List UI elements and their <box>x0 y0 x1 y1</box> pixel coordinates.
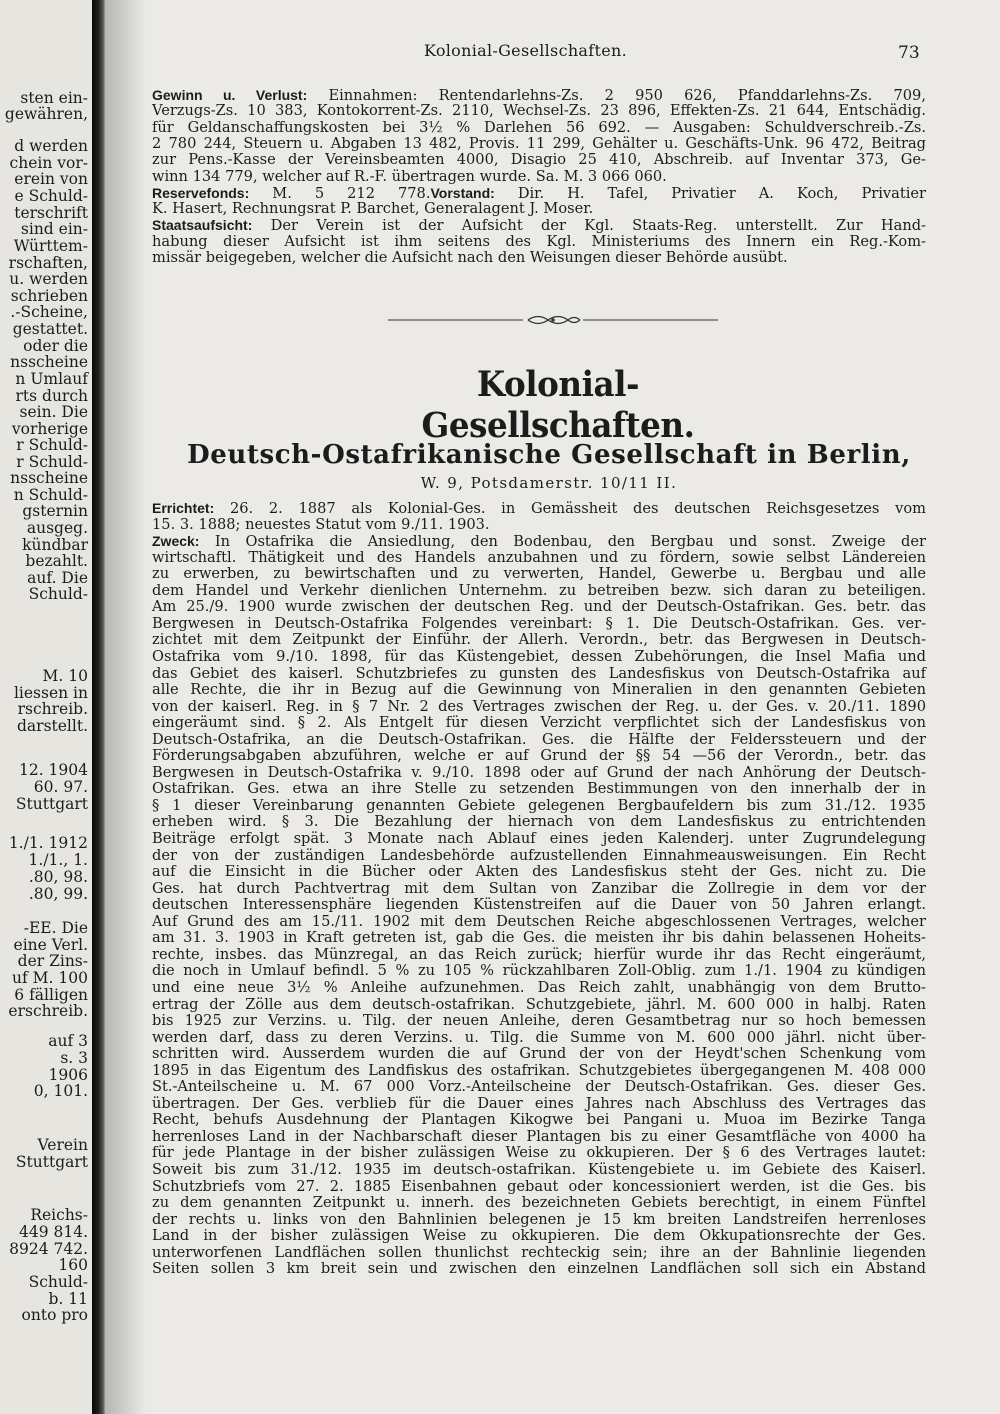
line-text: herrenloses Land in der Nachbarschaft dieser Plantagen bis zu einer Gesamtfläche von 4000 ha <box>152 1127 926 1145</box>
left-page-text-fragment: n Umlauf <box>15 370 88 388</box>
line-text: dem Handel und Verkehr dienlichen Unternehm. zu betreiben bezw. sich daran zu beteiligen. <box>152 581 926 599</box>
left-page-text-fragment: 1./1., 1. <box>28 851 88 869</box>
left-page-text-fragment: rschreib. <box>17 700 88 718</box>
text-line <box>152 616 926 632</box>
text-line <box>152 1162 926 1178</box>
line-text: werden darf, dass zu deren Verzins. u. Tilg. die Summe von M. 600 000 jährl. nicht über- <box>152 1028 926 1046</box>
line-text: K. Hasert, Rechnungsrat P. Barchet, Generalagent J. Moser. <box>152 200 594 218</box>
left-page-text-fragment: s. 3 <box>60 1049 88 1067</box>
text-line <box>152 1096 926 1112</box>
line-text: am 31. 3. 1903 in Kraft getreten ist, gab die Ges. die meisten ihr bis dahin belassenen Hoheits- <box>152 929 926 947</box>
left-page-text-fragment: bezahlt. <box>25 552 88 570</box>
left-page-text-fragment: der Zins- <box>17 952 88 970</box>
line-text: Ges. hat durch Pachtvertrag mit dem Sultan von Zanzibar die Zollregie in dem vor der <box>152 879 926 897</box>
line-text: Beiträge erfolgt spät. 3 Monate nach Ablauf eines jeden Kalenderj. unter Zugrundelegung <box>152 830 926 847</box>
text-line <box>152 1112 926 1128</box>
text-line <box>152 864 926 880</box>
left-page-text-fragment: 449 814. <box>18 1223 88 1241</box>
left-page-text-fragment: Schuld- <box>28 1273 88 1291</box>
text-line <box>152 1030 926 1046</box>
text-line <box>152 781 926 797</box>
left-page-text-fragment: oder die <box>23 337 88 355</box>
line-text: Verzugs-Zs. 10 383, Kontokorrent-Zs. 2110, Wechsel-Zs. 23 896, Effekten-Zs. 21 644, Entschädig. <box>152 102 926 120</box>
left-page-text-fragment: auf 3 <box>48 1032 88 1050</box>
text-line <box>152 250 926 266</box>
text-line <box>152 930 926 946</box>
line-text: Recht, behufs Ausdehnung der Plantagen Kikogwe bei Pangani u. Muoa im Bezirke Tanga <box>152 1111 926 1129</box>
page <box>106 0 1000 1414</box>
left-page-text-fragment: erschreib. <box>8 1002 88 1020</box>
text-line <box>152 1079 926 1095</box>
text-line <box>152 1129 926 1145</box>
section-heading: Kolonial-Gesellschaften. <box>421 364 695 446</box>
text-line <box>152 748 926 764</box>
left-page-text-fragment: Württem- <box>13 237 88 255</box>
left-page-text-fragment: rschaften, <box>8 254 88 272</box>
left-page-text-fragment: 6 fälligen <box>14 986 88 1004</box>
left-page-text-fragment: uf M. 100 <box>12 969 88 987</box>
text-line <box>152 814 926 830</box>
text-line <box>152 715 926 731</box>
line-text: übertragen. Der Ges. verblieb für die Dauer eines Jahres nach Abschluss des Vertrages das <box>152 1094 926 1112</box>
text-line <box>152 103 926 119</box>
line-text: 2 780 244, Steuern u. Abgaben 13 482, Provis. 11 299, Gehälter u. Geschäfts-Unk. 96 472, Beitrag <box>152 134 926 152</box>
text-line <box>152 732 926 748</box>
left-page-text-fragment: onto pro <box>21 1306 88 1324</box>
left-page-text-fragment: eine Verl. <box>13 936 88 954</box>
line-text: schritten wird. Ausserdem wurden die auf Grund der von der Heydt'schen Schenkung vom <box>152 1045 926 1063</box>
line-text: zur Pens.-Kasse der Vereinsbeamten 4000, Disagio 25 410, Abschreib. auf Inventar 373, Ge- <box>152 151 926 169</box>
left-page-text-fragment: ausgeg. <box>26 519 88 537</box>
left-page-text-fragment: chein vor- <box>9 154 88 172</box>
line-text: St.-Anteilscheine u. M. 67 000 Vorz.-Anteilscheine der Deutsch-Ostafrikan. Ges. dieser Ges. <box>152 1078 926 1096</box>
text-line <box>152 1046 926 1062</box>
field-label: Zweck: <box>152 533 200 550</box>
left-page-text-fragment: Reichs- <box>30 1206 88 1224</box>
left-page-text-fragment: d werden <box>14 137 88 155</box>
line-text: alle Rechte, die ihr in Bezug auf die Gewinnung von Mineralien in den genannten Gebieten <box>152 681 926 699</box>
company-address: W. 9, Potsdamerstr. 10/11 II. <box>420 474 678 492</box>
left-page-text-fragment: -EE. Die <box>23 919 88 937</box>
text-line <box>152 947 926 963</box>
text-line <box>152 649 926 665</box>
text-line <box>152 1212 926 1228</box>
left-page-text-fragment: Stuttgart <box>15 795 88 813</box>
left-page-text-fragment: n Schuld- <box>13 486 88 504</box>
text-line <box>152 666 926 682</box>
left-page-text-fragment: .80, 98. <box>28 868 88 886</box>
field-label: Gewinn u. Verlust: <box>152 87 308 103</box>
text-line <box>152 798 926 814</box>
text-line <box>152 848 926 864</box>
left-page-text-fragment: r Schuld- <box>16 453 88 471</box>
line-text: Der Verein ist der Aufsicht der Kgl. Staats-Reg. unterstellt. Zur Hand- <box>252 217 926 235</box>
left-page-text-fragment: u. werden <box>9 270 88 288</box>
line-text: Deutsch-Ostafrika, an die Deutsch-Ostafrikan. Ges. die Hälfte der Felderssteuern und der <box>152 730 926 748</box>
left-page-text-fragment: gewähren, <box>4 105 88 123</box>
line-text: zichtet mit dem Zeitpunkt der Einführ. der Allerh. Verordn., betr. das Bergwesen in Deutsch- <box>152 631 926 649</box>
line-text: erheben wird. § 3. Die Bezahlung der hiernach von dem Landesfiskus zu entrichtenden <box>152 813 926 831</box>
left-page-text-fragment: kündbar <box>22 536 88 554</box>
line-text: Bergwesen in Deutsch-Ostafrika Folgendes vereinbart: § 1. Die Deutsch-Ostafrikan. Ges. ver- <box>152 614 926 632</box>
line-text: M. 5 212 778. <box>249 184 431 202</box>
text-line <box>152 1179 926 1195</box>
line-text: Land in der bisher zulässigen Weise zu okkupieren. Die dem Okkupationsrechte der Ges. <box>152 1227 926 1245</box>
line-text: winn 134 779, welcher auf R.-F. übertragen wurde. Sa. M. 3 066 060. <box>152 167 667 185</box>
text-line <box>152 963 926 979</box>
text-line <box>152 881 926 897</box>
line-text: rechte, insbes. das Münzregal, an das Reich zurück; hierfür wurde ihr das Recht eingeräumt, <box>152 945 926 963</box>
left-page-text-fragment: nsscheine <box>10 469 88 487</box>
line-text: In Ostafrika die Ansiedlung, den Bodenbau, den Bergbau und sonst. Zweige der <box>199 533 926 551</box>
line-text: Schutzbriefs vom 27. 2. 1885 Eisenbahnen gebaut oder koncessioniert werden, ist die Ges. bis <box>152 1177 926 1195</box>
text-line <box>152 632 926 648</box>
line-text: habung dieser Aufsicht ist ihm seitens des Kgl. Ministeriums des Innern ein Reg.-Kom- <box>152 232 926 250</box>
left-page-text-fragment: gsternin <box>22 502 88 520</box>
left-page-text-fragment: M. 10 <box>42 667 88 685</box>
left-page-text-fragment: rts durch <box>15 387 88 405</box>
text-line <box>152 997 926 1013</box>
left-page-text-fragment: nsscheine <box>10 353 88 371</box>
text-line <box>152 234 926 250</box>
text-line <box>152 550 926 566</box>
left-page-text-fragment: b. 11 <box>48 1290 88 1308</box>
line-text: für jede Plantage in der bisher zulässigen Weise zu okkupieren. Der § 6 des Vertrages lautet: <box>152 1144 926 1162</box>
text-line <box>152 120 926 136</box>
left-page-text-fragment: e Schuld- <box>14 187 88 205</box>
line-text: Ostafrikan. Ges. etwa an ihre Stelle zu setzenden Bestimmungen von den innerhalb der in <box>152 780 926 798</box>
left-page-text-fragment: gestattet. <box>12 320 88 338</box>
field-label: Staatsaufsicht: <box>152 217 253 234</box>
text-line <box>152 201 926 217</box>
left-page-text-fragment: 60. 97. <box>33 778 88 796</box>
left-page-text-fragment: 12. 1904 <box>18 761 88 779</box>
line-text: zu dem genannten Zeitpunkt u. innerh. des bezeichneten Gebiets berechtigt, in einem Fünftel <box>152 1194 926 1212</box>
text-line <box>152 1245 926 1261</box>
running-title: Kolonial-Gesellschaften. <box>424 41 627 60</box>
left-page-text-fragment: .-Scheine, <box>10 303 88 321</box>
left-page-text-fragment: 8924 742. <box>9 1240 88 1258</box>
line-text: der rechts u. links von den Bahnlinien belegenen je 15 km breiten Landstreifen herrenloses <box>152 1210 926 1228</box>
book-gutter <box>92 0 106 1414</box>
field-label: Reservefonds: <box>152 184 250 201</box>
left-page-text-fragment: vorherige <box>11 420 88 438</box>
line-text: für Geldanschaffungskosten bei 3½ % Darlehen 56 692. — Ausgaben: Schuldverschreib.-Zs. <box>152 118 926 136</box>
text-line <box>152 517 926 533</box>
text-line <box>152 1261 926 1277</box>
left-page-text-fragment: liessen in <box>13 684 88 702</box>
line-text: die noch in Umlauf befindl. 5 % zu 105 % rückzahlbaren Zoll-Oblig. zum 1./1. 1904 zu kündigen <box>152 962 926 980</box>
left-page-text-fragment: Verein <box>37 1136 88 1154</box>
text-line <box>152 566 926 582</box>
text-line <box>152 1228 926 1244</box>
text-line <box>152 765 926 781</box>
line-text: 1895 in das Eigentum des Landfiskus des ostafrikan. Schutzgebietes übergegangenen M. 408 000 <box>152 1061 926 1079</box>
line-text: zu erwerben, zu bewirtschaften und zu verwerten, Handel, Gewerbe u. Bergbau und alle <box>152 565 926 583</box>
left-page-text-fragment: Schuld- <box>28 585 88 603</box>
field-label: Vorstand: <box>430 184 495 201</box>
line-text: deutschen Interessensphäre liegenden Küstenstreifen auf die Dauer von 50 Jahren erlangt. <box>152 896 926 914</box>
left-page-text-fragment: sten ein- <box>20 89 88 107</box>
text-line <box>152 599 926 615</box>
text-line <box>152 831 926 847</box>
line-text: Dir. H. Tafel, Privatier A. Koch, Privatier <box>494 184 927 202</box>
line-text: das Gebiet des kaiserl. Schutzbriefes zu gunsten des Landesfiskus von Deutsch-Ostafrika auf <box>152 664 926 682</box>
line-text: Seiten sollen 3 km breit sein und zwischen den einzelnen Landflächen soll sich ein Abstand <box>152 1260 926 1278</box>
text-line <box>152 1145 926 1161</box>
line-text: missär beigegeben, welcher die Aufsicht nach den Weisungen dieser Behörde ausübt. <box>152 249 788 266</box>
line-text: Förderungsabgaben abzuführen, welche er auf Grund der §§ 54 —56 der Verordn., betr. das <box>152 747 926 765</box>
line-text: bis 1925 zur Verzins. u. Tilg. der neuen Anleihe, deren Gesamtbetrag nur so hoch bemessen <box>152 1012 926 1030</box>
text-line <box>152 897 926 913</box>
text-line <box>152 169 926 185</box>
text-line <box>152 682 926 698</box>
line-text: Soweit bis zum 31./12. 1935 im deutsch-ostafrikan. Küstengebiete u. im Gebiete des Kaiserl. <box>152 1161 926 1178</box>
left-page-text-fragment: .80, 99. <box>28 885 88 903</box>
line-text: von der kaiserl. Reg. in § 7 Nr. 2 des Vertrages zwischen der Reg. u. der Ges. v. 20./11. 1890 <box>152 697 926 715</box>
line-text: 15. 3. 1888; neuestes Statut vom 9./11. 1903. <box>152 515 490 533</box>
left-page-text-fragment: auf. Die <box>27 569 88 587</box>
left-page-text-fragment: Stuttgart <box>15 1153 88 1171</box>
left-page-text-fragment: 0, 101. <box>33 1082 88 1100</box>
page-number: 73 <box>898 43 920 63</box>
text-line <box>152 583 926 599</box>
line-text: unterworfenen Landflächen sollen thunlichst rechteckig sein; ihre an der Bahnlinie liegenden <box>152 1243 926 1261</box>
left-page-text-fragment: erein von <box>14 170 88 188</box>
section-divider-ornament <box>388 312 718 328</box>
left-page-text-fragment: darstellt. <box>17 717 88 735</box>
left-page-text-fragment: r Schuld- <box>16 436 88 454</box>
line-text: und eine neue 3½ % Anleihe aufzunehmen. Das Reich zahlt, unabhängig von dem Brutto- <box>152 978 926 996</box>
left-page-text-fragment: schrieben <box>10 287 88 305</box>
left-page-text-fragment: sind ein- <box>20 220 88 238</box>
line-text: Bergwesen in Deutsch-Ostafrika v. 9./10. 1898 oder auf Grund der nach Anhörung der Deutsch- <box>152 763 926 781</box>
line-text: eingeräumt sind. § 2. Als Entgelt für diesen Verzicht verpflichtet sich der Landesfiskus von <box>152 714 926 732</box>
company-name: Deutsch-Ostafrikanische Gesellschaft in Berlin, <box>187 440 911 470</box>
text-line <box>152 1013 926 1029</box>
line-text: Am 25./9. 1900 wurde zwischen der deutschen Reg. und der Deutsch-Ostafrikan. Ges. betr. das <box>152 598 926 616</box>
text-line <box>152 136 926 152</box>
line-text: wirtschaftl. Thätigkeit und des Handels anzubahnen und zu fördern, sowie selbst Ländereien <box>152 548 926 566</box>
line-text: 26. 2. 1887 als Kolonial-Ges. in Gemässheit des deutschen Reichsgesetzes vom <box>214 500 926 517</box>
text-line <box>152 1195 926 1211</box>
text-line <box>152 914 926 930</box>
text-line <box>152 699 926 715</box>
line-text: § 1 dieser Vereinbarung genannten Gebiete gelegenen Bergbaufeldern bis zum 31./12. 1935 <box>152 796 926 814</box>
left-page-text-fragment: sein. Die <box>19 403 88 421</box>
line-text: Auf Grund des am 15./11. 1902 mit dem Deutschen Reiche abgeschlossenen Vertrages, welcher <box>152 912 926 930</box>
line-text: Einnahmen: Rentendarlehns-Zs. 2 950 626, Pfanddarlehns-Zs. 709, <box>307 87 926 104</box>
field-label: Errichtet: <box>152 500 215 516</box>
line-text: der von der zuständigen Landesbehörde aufzustellenden Einnahmeausweisungen. Ein Recht <box>152 846 926 864</box>
text-line <box>152 1063 926 1079</box>
line-text: Ostafrika vom 9./10. 1898, für das Küstengebiet, dessen Zubehörungen, die Insel Mafia und <box>152 647 926 665</box>
left-page-text-fragment: 1./1. 1912 <box>8 834 88 852</box>
line-text: ertrag der Zölle aus dem deutsch-ostafrikan. Schutzgebiete, jährl. M. 600 000 in halbj. Raten <box>152 995 926 1013</box>
left-page-text-fragment: terschrift <box>14 204 88 222</box>
left-page-text-fragment: 160 <box>58 1256 88 1274</box>
text-line <box>152 152 926 168</box>
left-page-fragment <box>0 0 92 1414</box>
left-page-text-fragment: 1906 <box>48 1066 88 1084</box>
text-line <box>152 980 926 996</box>
line-text: auf die Einsicht in die Bücher oder Akten des Landesfiskus steht der Ges. nicht zu. Die <box>152 863 926 881</box>
